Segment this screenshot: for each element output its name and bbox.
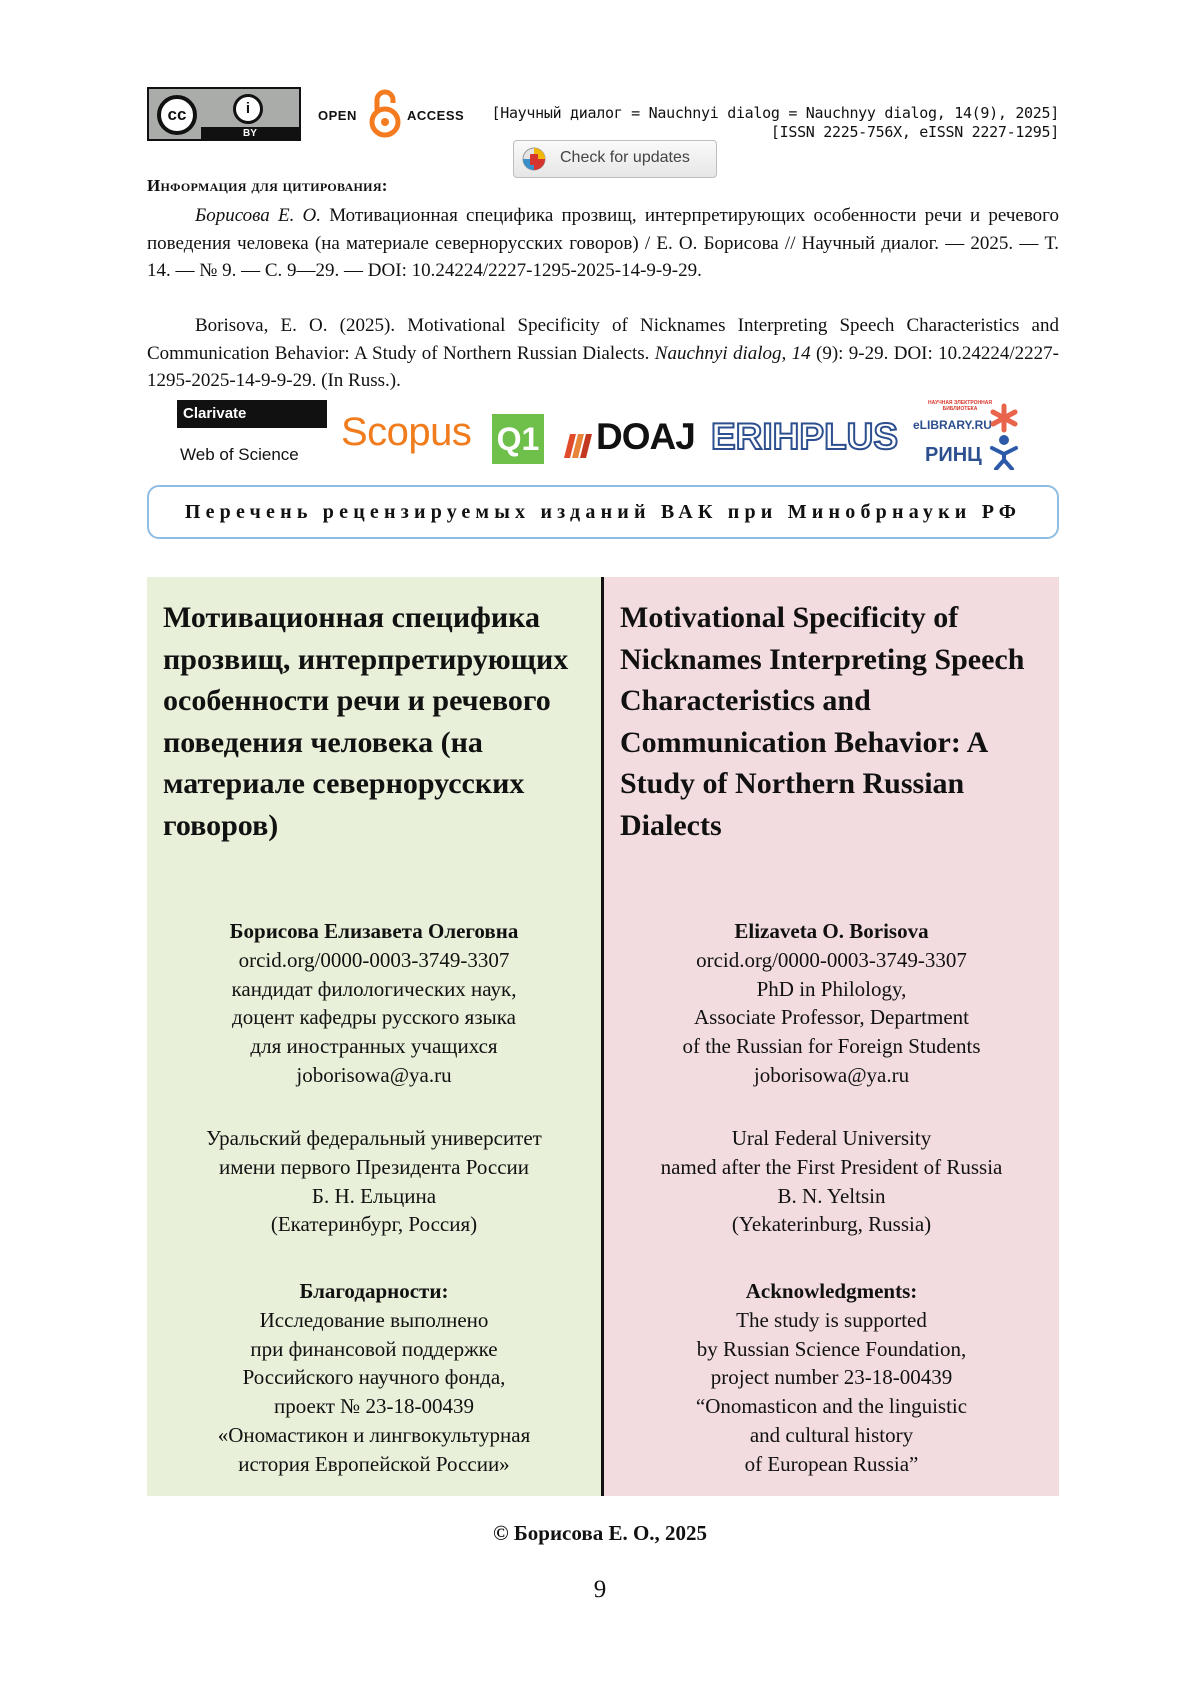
acknowledgments-block-english bbox=[604, 1277, 1059, 1479]
open-access-logo bbox=[318, 88, 465, 138]
russian-column bbox=[147, 577, 601, 1496]
journal-reference bbox=[491, 104, 1059, 142]
citation-heading: Информация для цитирования: bbox=[147, 176, 388, 195]
author-name: Борисова Елизавета Олеговна bbox=[229, 919, 519, 943]
author-position-line: PhD in Philology, bbox=[756, 976, 907, 1001]
acknowledgments-heading: Благодарности: bbox=[299, 1279, 449, 1303]
acknowledgments-line: by Russian Science Foundation, bbox=[696, 1336, 967, 1361]
cc-by-label: BY bbox=[201, 127, 299, 141]
author-position-line: доцент кафедры русского языка bbox=[232, 1005, 516, 1030]
affiliation-line: (Екатеринбург, Россия) bbox=[270, 1212, 478, 1237]
acknowledgments-line: история Европейской России» bbox=[238, 1451, 510, 1476]
cc-icon: cc bbox=[157, 95, 197, 135]
author-block-russian bbox=[147, 917, 601, 1090]
acknowledgments-line: проект № 23-18-00439 bbox=[274, 1394, 474, 1419]
journal-title-line: [Научный диалог = Nauchnyi dialog = Nauchnyy dialog, 14(9), 2025] bbox=[491, 104, 1059, 122]
author-position-line: Associate Professor, Department bbox=[694, 1005, 969, 1030]
affiliation-block-russian bbox=[147, 1124, 601, 1239]
citation-en-body: Borisova, E. O. (2025). Motivational Specificity of Nicknames Interpreting Speech Characteristics and Communication Behavior: A Study of Northern Russian Dialects. bbox=[147, 315, 1059, 364]
author-orcid[interactable]: orcid.org/0000-0003-3749-3307 bbox=[238, 947, 510, 972]
citation-en-tail: (9): 9-29. DOI: 10.24224/2227-1295-2025-14-9-9-29. (In Russ.). bbox=[147, 342, 1059, 391]
attribution-icon: i bbox=[233, 94, 263, 124]
page-number: 9 bbox=[593, 1576, 607, 1603]
q1-badge: Q1 bbox=[492, 414, 544, 464]
article-title-english: Motivational Specificity of Nicknames Interpreting Speech Characteristics and Communication Behavior: A Study of Northern Russian Dialects bbox=[620, 601, 1025, 842]
indexing-logos bbox=[147, 400, 1059, 474]
acknowledgments-line: Исследование выполнено bbox=[259, 1307, 489, 1332]
affiliation-line: B. N. Yeltsin bbox=[777, 1183, 886, 1208]
author-orcid[interactable]: orcid.org/0000-0003-3749-3307 bbox=[696, 947, 967, 972]
citation-ru-body: Мотивационная специфика прозвищ, интерпретирующих особенности речи и речевого поведения человека (на материале севернорусских говоров) / Е. О. Борисова // Научный диалог. — 2025. — Т. 14. — № 9. — С. 9—29. — DOI: 10.24224/2227-1295-2025-14-9-9-29. bbox=[147, 205, 1059, 281]
acknowledgments-line: and cultural history bbox=[749, 1422, 914, 1447]
acknowledgments-line: «Ономастикон и лингвокультурная bbox=[217, 1422, 531, 1447]
elibrary-tagline: НАУЧНАЯ ЭЛЕКТРОННАЯ БИБЛИОТЕКА bbox=[928, 400, 992, 412]
affiliation-line: имени первого Президента России bbox=[218, 1154, 530, 1179]
author-position-line: для иностранных учащихся bbox=[250, 1034, 498, 1059]
check-for-updates-button[interactable] bbox=[513, 140, 717, 178]
english-column bbox=[604, 577, 1059, 1496]
rinc-label: РИНЦ bbox=[925, 444, 982, 466]
citation-ru-authors: Борисова Е. О. bbox=[195, 205, 322, 226]
author-name: Elizaveta O. Borisova bbox=[734, 919, 929, 943]
author-position-line: of the Russian for Foreign Students bbox=[682, 1034, 981, 1059]
vak-list-banner: Перечень рецензируемых изданий ВАК при Минобрнауки РФ bbox=[147, 485, 1059, 539]
doaj-logo[interactable]: DOAJ bbox=[596, 416, 695, 457]
open-access-word-open: OPEN bbox=[318, 108, 357, 123]
citation-english bbox=[147, 312, 1059, 395]
author-email[interactable]: joborisowa@ya.ru bbox=[753, 1062, 910, 1087]
acknowledgments-line: Российского научного фонда, bbox=[242, 1365, 506, 1390]
acknowledgments-heading: Acknowledgments: bbox=[745, 1279, 918, 1303]
acknowledgments-line: The study is supported bbox=[736, 1307, 927, 1332]
scopus-logo[interactable]: Scopus bbox=[341, 410, 472, 454]
affiliation-line: Б. Н. Ельцина bbox=[311, 1183, 437, 1208]
open-lock-icon bbox=[368, 88, 402, 138]
crossmark-icon bbox=[522, 147, 546, 171]
check-for-updates-label: Check for updates bbox=[560, 149, 690, 166]
citation-russian bbox=[147, 202, 1059, 285]
open-access-word-access: ACCESS bbox=[407, 108, 465, 123]
acknowledgments-block-russian bbox=[147, 1277, 601, 1479]
erihplus-logo[interactable]: ERIHPLUS bbox=[711, 416, 899, 457]
cc-by-license-badge[interactable] bbox=[147, 87, 301, 141]
web-of-science-label: Web of Science bbox=[180, 445, 299, 464]
copyright-notice: © Борисова Е. О., 2025 bbox=[492, 1521, 708, 1545]
affiliation-line: Уральский федеральный университет bbox=[206, 1126, 542, 1150]
affiliation-block-english bbox=[604, 1124, 1059, 1239]
acknowledgments-line: project number 23-18-00439 bbox=[710, 1365, 953, 1390]
doaj-mark-icon bbox=[562, 432, 592, 458]
acknowledgments-line: при финансовой поддержке bbox=[250, 1336, 498, 1361]
clarivate-label: Clarivate bbox=[183, 405, 247, 422]
affiliation-line: Ural Federal University bbox=[731, 1126, 932, 1150]
elibrary-figure-icon bbox=[989, 402, 1019, 470]
citation-en-journal: Nauchnyi dialog, 14 bbox=[654, 342, 811, 364]
acknowledgments-line: of European Russia” bbox=[744, 1451, 919, 1476]
journal-issn-line: [ISSN 2225-756X, eISSN 2227-1295] bbox=[770, 123, 1059, 141]
author-block-english bbox=[604, 917, 1059, 1090]
clarivate-logo[interactable] bbox=[177, 400, 327, 428]
author-position-line: кандидат филологических наук, bbox=[231, 976, 517, 1001]
article-title-russian: Мотивационная специфика прозвищ, интерпретирующих особенности речи и речевого поведения человека (на материале севернорусских говоров) bbox=[163, 601, 569, 842]
affiliation-line: (Yekaterinburg, Russia) bbox=[731, 1212, 932, 1237]
affiliation-line: named after the First President of Russia bbox=[660, 1154, 1003, 1179]
elibrary-logo[interactable]: eLIBRARY.RU bbox=[913, 418, 992, 432]
acknowledgments-line: “Onomasticon and the linguistic bbox=[695, 1394, 968, 1419]
author-email[interactable]: joborisowa@ya.ru bbox=[296, 1062, 452, 1087]
